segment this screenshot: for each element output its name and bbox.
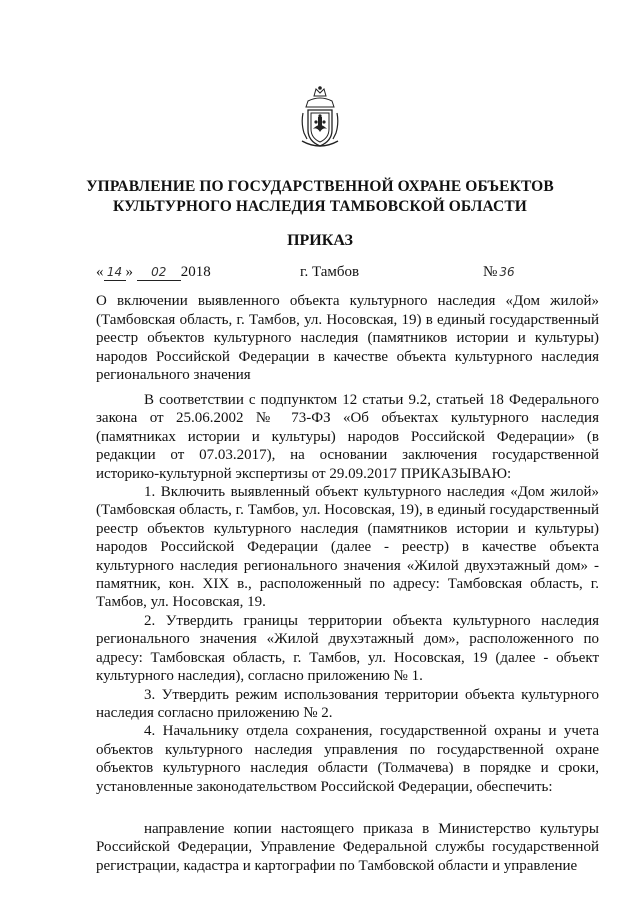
order-number-label: № xyxy=(483,264,498,280)
order-item-2: 2. Утвердить границы территории объекта культурного наследия регионального значения «Жилой двухэтажный дом», расположенного по адресу: Тамбовская область, г. Тамбов, ул. Носовская, 19 (далее - объект культурного наследия), согласно приложению № 1. xyxy=(96,612,599,685)
document-type-title: ПРИКАЗ xyxy=(287,232,353,249)
organization-name-line-1: УПРАВЛЕНИЕ ПО ГОСУДАРСТВЕННОЙ ОХРАНЕ ОБЪЕКТОВ xyxy=(86,178,554,195)
organization-name-line-2: КУЛЬТУРНОГО НАСЛЕДИЯ ТАМБОВСКОЙ ОБЛАСТИ xyxy=(113,198,527,215)
order-item-4-subitem: направление копии настоящего приказа в Министерство культуры Российской Федерации, Управление Федеральной службы государственной регистрации, кадастра и картографии по Тамбовской области и управление xyxy=(96,820,599,874)
order-date xyxy=(96,264,211,281)
preamble-paragraph: В соответствии с подпунктом 12 статьи 9.2, статьей 18 Федерального закона от 25.06.2002 № 73-ФЗ «Об объектах культурного наследия (памятниках истории и культуры) народов Российской Федерации» (в редакции от 07.03.2017), на основании заключения государственной историко-культурной экспертизы от 29.09.2017 ПРИКАЗЫВАЮ: xyxy=(96,392,599,482)
order-item-4: 4. Начальнику отдела сохранения, государственной охраны и учета объектов культурного наследия управления по государственной охране объектов культурного наследия области (Толмачева) в порядке и сроки, установленные законодательством Российской Федерации, обеспечить: xyxy=(96,723,599,795)
date-day-handwritten: 14 xyxy=(104,265,126,281)
organization-name xyxy=(60,177,580,217)
date-month-handwritten: 02 xyxy=(137,265,181,281)
order-item-1: 1. Включить выявленный объект культурного наследия «Дом жилой» (Тамбовская область, г. Тамбов, ул. Носовская, 19), в единый государственный реестр объектов культурного наследия (памятников истории и культуры) народов Российской Федерации (далее - реестр) в качестве объекта культурного наследия регионального значения «Жилой двухэтажный дом» - памятник, кон. XIX в., расположенный по адресу: Тамбовская область, г. Тамбов, ул. Носовская, 19. xyxy=(96,484,599,611)
order-city: г. Тамбов xyxy=(300,264,360,280)
order-subject: О включении выявленного объекта культурного наследия «Дом жилой» (Тамбовская область, г. Тамбов, ул. Носовская, 19) в единый государственный реестр объектов культурного наследия (памятников истории и культуры) народов Российской Федерации в качестве объекта культурного наследия регионального значения xyxy=(96,293,599,384)
coat-of-arms-emblem xyxy=(299,83,341,153)
order-number-handwritten: 36 xyxy=(499,265,515,279)
order-number xyxy=(483,264,515,281)
date-number-line xyxy=(96,264,600,286)
date-close-quote: » xyxy=(125,264,133,280)
order-body xyxy=(96,391,599,875)
date-year: 2018 xyxy=(180,264,211,280)
order-item-3: 3. Утвердить режим использования территории объекта культурного наследия согласно приложению № 2. xyxy=(96,686,599,721)
date-open-quote: « xyxy=(96,264,104,280)
